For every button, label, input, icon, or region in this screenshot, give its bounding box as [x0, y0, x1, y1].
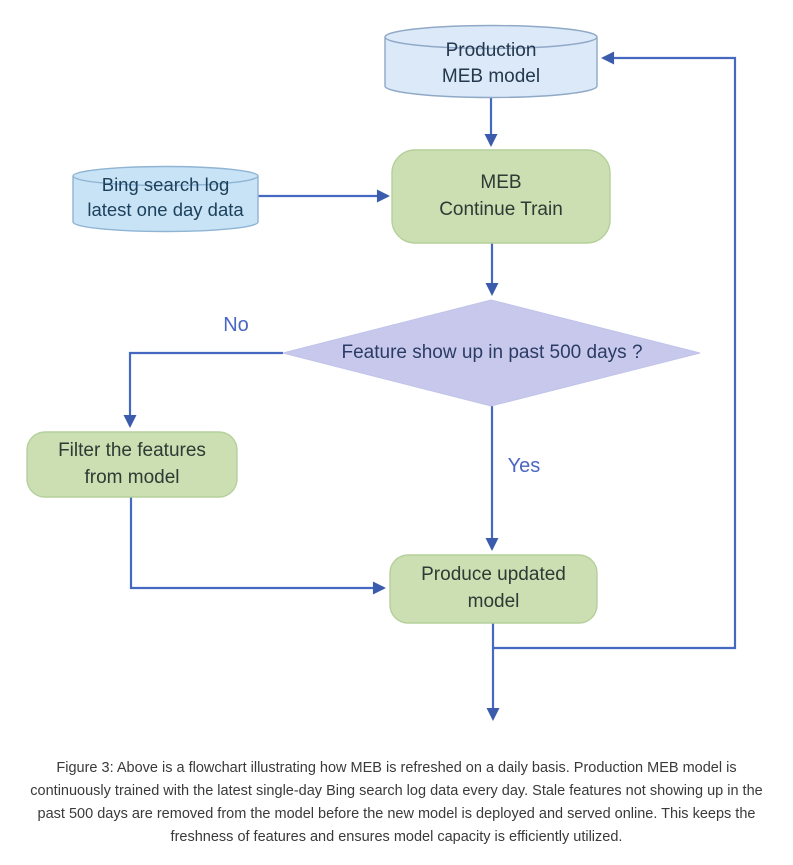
cylinder-top — [73, 167, 258, 186]
bing-search-log-label: Bing search log latest one day data — [87, 174, 244, 220]
cylinder-top — [385, 26, 597, 49]
node-decision-diamond — [283, 300, 700, 406]
edge-filter-to-produce — [131, 497, 384, 588]
figure-caption: Figure 3: Above is a flowchart illustrating how MEB is refreshed on a daily basis. Production MEB model is continuously trained with the latest single-day Bing search log data every day. Stale features not showing up in the past 500 days are removed from the model before the new model is deployed and served online. This keeps the freshness of features and ensures model capacity is efficiently utilized. — [30, 760, 763, 845]
decision-question-label: Feature show up in past 500 days ? — [341, 342, 643, 363]
node-produce-model-box — [390, 555, 597, 623]
edge-label-no: No — [223, 314, 249, 336]
node-production-cylinder — [385, 26, 597, 98]
node-continue-train-box — [392, 150, 610, 243]
filter-features-label: Filter the features from model — [58, 440, 206, 488]
production-meb-model-label: Production MEB model — [441, 40, 541, 87]
edge-decision-no-to-filter — [130, 353, 283, 426]
node-filter-features-box — [27, 432, 237, 497]
edge-label-yes: Yes — [507, 455, 541, 477]
meb-continue-train-label: MEB Continue Train — [439, 172, 563, 220]
node-bing-log-cylinder — [73, 167, 258, 232]
produce-updated-model-label: Produce updated model — [421, 564, 566, 612]
